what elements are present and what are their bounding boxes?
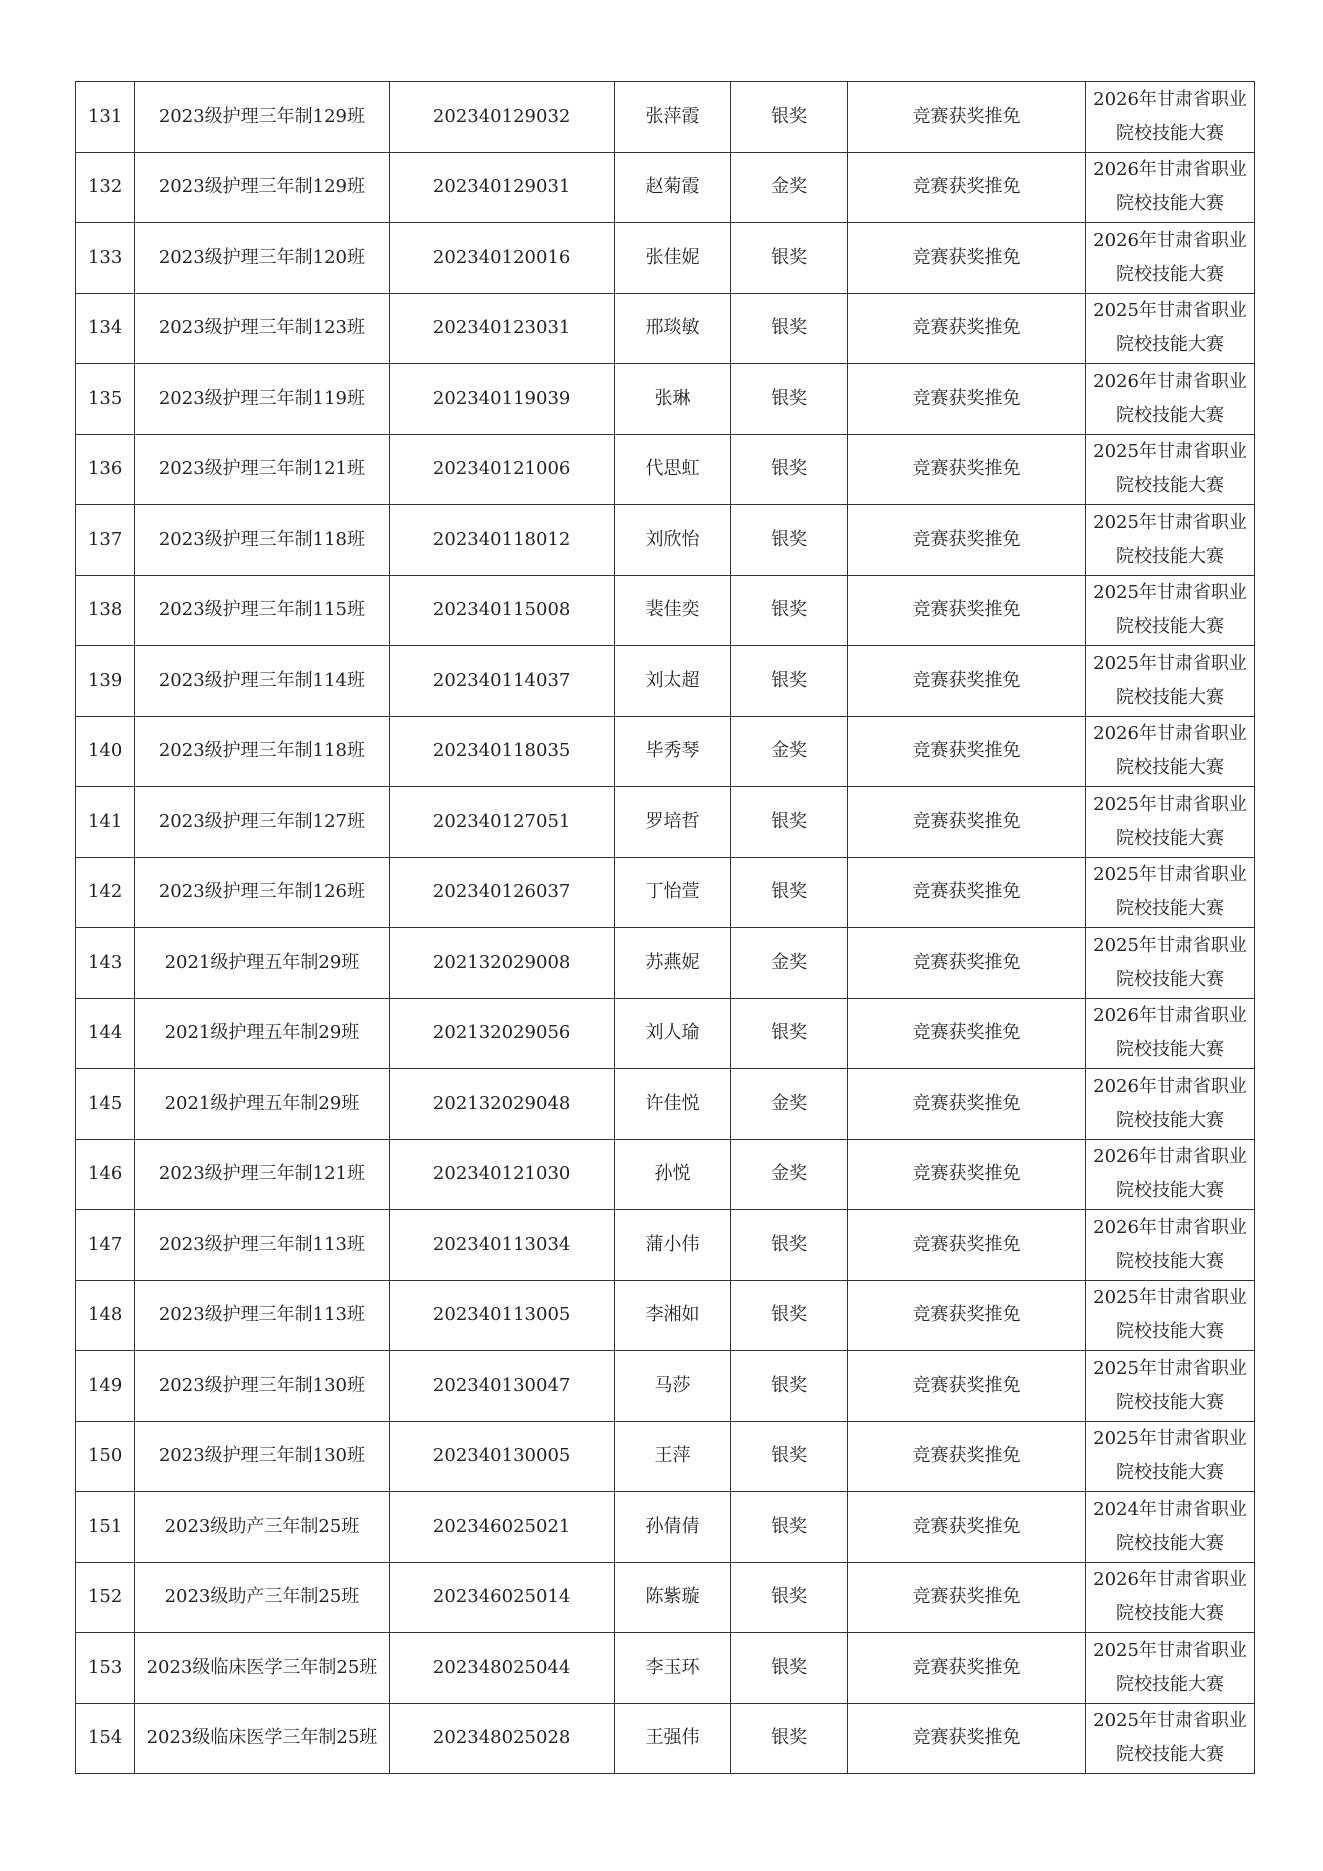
cell-competition: 2025年甘肃省职业院校技能大赛 — [1086, 1421, 1255, 1492]
cell-recommendation-type: 竞赛获奖推免 — [847, 1351, 1085, 1422]
cell-competition: 2026年甘肃省职业院校技能大赛 — [1086, 82, 1255, 153]
cell-serial-number: 138 — [76, 575, 135, 646]
table-row — [76, 505, 1255, 576]
cell-award: 银奖 — [731, 1280, 848, 1351]
cell-student-name: 刘欣怡 — [614, 505, 731, 576]
cell-competition: 2025年甘肃省职业院校技能大赛 — [1086, 646, 1255, 717]
cell-student-id: 202340126037 — [389, 857, 614, 928]
table-row — [76, 1351, 1255, 1422]
cell-student-id: 202132029048 — [389, 1069, 614, 1140]
cell-recommendation-type: 竞赛获奖推免 — [847, 1703, 1085, 1774]
cell-class: 2023级护理三年制113班 — [135, 1280, 389, 1351]
cell-award: 银奖 — [731, 505, 848, 576]
cell-competition: 2025年甘肃省职业院校技能大赛 — [1086, 1703, 1255, 1774]
cell-student-id: 202348025044 — [389, 1633, 614, 1704]
cell-class: 2023级护理三年制121班 — [135, 434, 389, 505]
cell-student-name: 张佳妮 — [614, 223, 731, 294]
cell-award: 金奖 — [731, 928, 848, 999]
table-row — [76, 223, 1255, 294]
table-row — [76, 575, 1255, 646]
cell-competition: 2025年甘肃省职业院校技能大赛 — [1086, 1351, 1255, 1422]
cell-recommendation-type: 竞赛获奖推免 — [847, 1492, 1085, 1563]
cell-award: 银奖 — [731, 787, 848, 858]
table-row — [76, 1210, 1255, 1281]
cell-class: 2023级护理三年制119班 — [135, 364, 389, 435]
recommendation-table — [75, 81, 1255, 1774]
cell-student-id: 202340130005 — [389, 1421, 614, 1492]
cell-student-id: 202340130047 — [389, 1351, 614, 1422]
cell-student-id: 202346025014 — [389, 1562, 614, 1633]
cell-student-id: 202340118035 — [389, 716, 614, 787]
table-row — [76, 646, 1255, 717]
cell-serial-number: 143 — [76, 928, 135, 999]
cell-class: 2023级护理三年制118班 — [135, 505, 389, 576]
cell-student-id: 202340120016 — [389, 223, 614, 294]
cell-recommendation-type: 竞赛获奖推免 — [847, 293, 1085, 364]
cell-student-name: 裴佳奕 — [614, 575, 731, 646]
cell-student-name: 许佳悦 — [614, 1069, 731, 1140]
cell-class: 2023级助产三年制25班 — [135, 1562, 389, 1633]
table-row — [76, 1492, 1255, 1563]
cell-recommendation-type: 竞赛获奖推免 — [847, 928, 1085, 999]
cell-class: 2023级助产三年制25班 — [135, 1492, 389, 1563]
cell-award: 银奖 — [731, 1633, 848, 1704]
cell-student-id: 202340118012 — [389, 505, 614, 576]
cell-student-id: 202340114037 — [389, 646, 614, 717]
cell-class: 2023级护理三年制114班 — [135, 646, 389, 717]
cell-serial-number: 141 — [76, 787, 135, 858]
cell-class: 2023级护理三年制129班 — [135, 82, 389, 153]
cell-award: 银奖 — [731, 998, 848, 1069]
cell-student-name: 代思虹 — [614, 434, 731, 505]
cell-serial-number: 153 — [76, 1633, 135, 1704]
cell-competition: 2026年甘肃省职业院校技能大赛 — [1086, 716, 1255, 787]
cell-award: 金奖 — [731, 716, 848, 787]
cell-student-id: 202132029056 — [389, 998, 614, 1069]
table-row — [76, 1069, 1255, 1140]
cell-award: 银奖 — [731, 1703, 848, 1774]
cell-student-id: 202340119039 — [389, 364, 614, 435]
cell-award: 银奖 — [731, 1421, 848, 1492]
cell-student-name: 刘太超 — [614, 646, 731, 717]
cell-student-name: 毕秀琴 — [614, 716, 731, 787]
cell-serial-number: 132 — [76, 152, 135, 223]
cell-class: 2023级临床医学三年制25班 — [135, 1633, 389, 1704]
cell-award: 银奖 — [731, 223, 848, 294]
cell-student-name: 丁怡萱 — [614, 857, 731, 928]
cell-competition: 2026年甘肃省职业院校技能大赛 — [1086, 1210, 1255, 1281]
cell-student-name: 罗培哲 — [614, 787, 731, 858]
cell-recommendation-type: 竞赛获奖推免 — [847, 505, 1085, 576]
cell-recommendation-type: 竞赛获奖推免 — [847, 1139, 1085, 1210]
cell-student-name: 王萍 — [614, 1421, 731, 1492]
cell-class: 2023级护理三年制123班 — [135, 293, 389, 364]
cell-serial-number: 136 — [76, 434, 135, 505]
cell-serial-number: 137 — [76, 505, 135, 576]
cell-competition: 2025年甘肃省职业院校技能大赛 — [1086, 293, 1255, 364]
cell-student-id: 202340121030 — [389, 1139, 614, 1210]
cell-recommendation-type: 竞赛获奖推免 — [847, 1421, 1085, 1492]
cell-student-name: 蒲小伟 — [614, 1210, 731, 1281]
table-row — [76, 1421, 1255, 1492]
cell-award: 金奖 — [731, 152, 848, 223]
cell-award: 银奖 — [731, 575, 848, 646]
table-row — [76, 928, 1255, 999]
cell-class: 2021级护理五年制29班 — [135, 928, 389, 999]
cell-student-name: 张萍霞 — [614, 82, 731, 153]
cell-recommendation-type: 竞赛获奖推免 — [847, 1562, 1085, 1633]
cell-award: 金奖 — [731, 1069, 848, 1140]
table-row — [76, 82, 1255, 153]
cell-class: 2023级护理三年制121班 — [135, 1139, 389, 1210]
table-row — [76, 1139, 1255, 1210]
cell-student-name: 邢琰敏 — [614, 293, 731, 364]
cell-student-name: 孙悦 — [614, 1139, 731, 1210]
cell-serial-number: 140 — [76, 716, 135, 787]
table-row — [76, 857, 1255, 928]
cell-recommendation-type: 竞赛获奖推免 — [847, 998, 1085, 1069]
cell-student-id: 202346025021 — [389, 1492, 614, 1563]
cell-serial-number: 139 — [76, 646, 135, 717]
cell-student-id: 202340115008 — [389, 575, 614, 646]
table-body — [76, 82, 1255, 1774]
cell-student-name: 刘人瑜 — [614, 998, 731, 1069]
cell-student-id: 202132029008 — [389, 928, 614, 999]
cell-recommendation-type: 竞赛获奖推免 — [847, 434, 1085, 505]
cell-serial-number: 134 — [76, 293, 135, 364]
cell-student-id: 202340127051 — [389, 787, 614, 858]
cell-award: 银奖 — [731, 364, 848, 435]
cell-student-id: 202340121006 — [389, 434, 614, 505]
cell-recommendation-type: 竞赛获奖推免 — [847, 152, 1085, 223]
cell-recommendation-type: 竞赛获奖推免 — [847, 857, 1085, 928]
cell-recommendation-type: 竞赛获奖推免 — [847, 82, 1085, 153]
cell-competition: 2025年甘肃省职业院校技能大赛 — [1086, 787, 1255, 858]
table-row — [76, 787, 1255, 858]
cell-competition: 2025年甘肃省职业院校技能大赛 — [1086, 857, 1255, 928]
cell-serial-number: 149 — [76, 1351, 135, 1422]
table-row — [76, 1280, 1255, 1351]
cell-student-id: 202340113034 — [389, 1210, 614, 1281]
cell-competition: 2025年甘肃省职业院校技能大赛 — [1086, 505, 1255, 576]
cell-class: 2023级护理三年制130班 — [135, 1421, 389, 1492]
cell-serial-number: 151 — [76, 1492, 135, 1563]
cell-serial-number: 144 — [76, 998, 135, 1069]
cell-competition: 2026年甘肃省职业院校技能大赛 — [1086, 223, 1255, 294]
cell-serial-number: 152 — [76, 1562, 135, 1633]
cell-student-name: 孙倩倩 — [614, 1492, 731, 1563]
cell-competition: 2025年甘肃省职业院校技能大赛 — [1086, 434, 1255, 505]
cell-award: 金奖 — [731, 1139, 848, 1210]
cell-serial-number: 131 — [76, 82, 135, 153]
cell-competition: 2026年甘肃省职业院校技能大赛 — [1086, 152, 1255, 223]
cell-serial-number: 147 — [76, 1210, 135, 1281]
cell-recommendation-type: 竞赛获奖推免 — [847, 787, 1085, 858]
cell-competition: 2025年甘肃省职业院校技能大赛 — [1086, 928, 1255, 999]
cell-serial-number: 154 — [76, 1703, 135, 1774]
cell-serial-number: 142 — [76, 857, 135, 928]
table-row — [76, 1703, 1255, 1774]
cell-recommendation-type: 竞赛获奖推免 — [847, 646, 1085, 717]
cell-student-name: 赵菊霞 — [614, 152, 731, 223]
cell-student-name: 王强伟 — [614, 1703, 731, 1774]
cell-award: 银奖 — [731, 82, 848, 153]
cell-recommendation-type: 竞赛获奖推免 — [847, 1633, 1085, 1704]
cell-competition: 2026年甘肃省职业院校技能大赛 — [1086, 1139, 1255, 1210]
cell-class: 2023级护理三年制120班 — [135, 223, 389, 294]
cell-recommendation-type: 竞赛获奖推免 — [847, 1280, 1085, 1351]
cell-award: 银奖 — [731, 1492, 848, 1563]
table-row — [76, 716, 1255, 787]
cell-class: 2023级护理三年制118班 — [135, 716, 389, 787]
cell-student-name: 李湘如 — [614, 1280, 731, 1351]
cell-competition: 2026年甘肃省职业院校技能大赛 — [1086, 364, 1255, 435]
cell-class: 2023级护理三年制115班 — [135, 575, 389, 646]
cell-student-id: 202348025028 — [389, 1703, 614, 1774]
cell-student-name: 李玉环 — [614, 1633, 731, 1704]
cell-competition: 2025年甘肃省职业院校技能大赛 — [1086, 575, 1255, 646]
table-row — [76, 152, 1255, 223]
cell-recommendation-type: 竞赛获奖推免 — [847, 716, 1085, 787]
table-row — [76, 998, 1255, 1069]
cell-award: 银奖 — [731, 434, 848, 505]
cell-award: 银奖 — [731, 1562, 848, 1633]
cell-recommendation-type: 竞赛获奖推免 — [847, 364, 1085, 435]
cell-competition: 2025年甘肃省职业院校技能大赛 — [1086, 1280, 1255, 1351]
cell-recommendation-type: 竞赛获奖推免 — [847, 1210, 1085, 1281]
cell-competition: 2024年甘肃省职业院校技能大赛 — [1086, 1492, 1255, 1563]
cell-recommendation-type: 竞赛获奖推免 — [847, 1069, 1085, 1140]
cell-class: 2023级护理三年制113班 — [135, 1210, 389, 1281]
table-row — [76, 1562, 1255, 1633]
cell-award: 银奖 — [731, 1210, 848, 1281]
cell-competition: 2026年甘肃省职业院校技能大赛 — [1086, 1069, 1255, 1140]
cell-student-id: 202340129031 — [389, 152, 614, 223]
cell-class: 2023级护理三年制127班 — [135, 787, 389, 858]
cell-student-id: 202340123031 — [389, 293, 614, 364]
table-row — [76, 434, 1255, 505]
cell-award: 银奖 — [731, 1351, 848, 1422]
cell-class: 2023级护理三年制130班 — [135, 1351, 389, 1422]
table-row — [76, 1633, 1255, 1704]
cell-competition: 2026年甘肃省职业院校技能大赛 — [1086, 1562, 1255, 1633]
cell-student-name: 张琳 — [614, 364, 731, 435]
cell-class: 2023级护理三年制129班 — [135, 152, 389, 223]
cell-class: 2023级护理三年制126班 — [135, 857, 389, 928]
cell-serial-number: 146 — [76, 1139, 135, 1210]
cell-student-name: 马莎 — [614, 1351, 731, 1422]
cell-student-name: 陈紫璇 — [614, 1562, 731, 1633]
table-row — [76, 293, 1255, 364]
cell-serial-number: 150 — [76, 1421, 135, 1492]
cell-serial-number: 133 — [76, 223, 135, 294]
cell-competition: 2026年甘肃省职业院校技能大赛 — [1086, 998, 1255, 1069]
cell-serial-number: 148 — [76, 1280, 135, 1351]
cell-class: 2021级护理五年制29班 — [135, 998, 389, 1069]
cell-class: 2023级临床医学三年制25班 — [135, 1703, 389, 1774]
cell-student-name: 苏燕妮 — [614, 928, 731, 999]
cell-award: 银奖 — [731, 857, 848, 928]
cell-award: 银奖 — [731, 646, 848, 717]
cell-award: 银奖 — [731, 293, 848, 364]
table-row — [76, 364, 1255, 435]
cell-serial-number: 145 — [76, 1069, 135, 1140]
cell-class: 2021级护理五年制29班 — [135, 1069, 389, 1140]
cell-student-id: 202340129032 — [389, 82, 614, 153]
cell-student-id: 202340113005 — [389, 1280, 614, 1351]
cell-recommendation-type: 竞赛获奖推免 — [847, 223, 1085, 294]
cell-recommendation-type: 竞赛获奖推免 — [847, 575, 1085, 646]
cell-serial-number: 135 — [76, 364, 135, 435]
cell-competition: 2025年甘肃省职业院校技能大赛 — [1086, 1633, 1255, 1704]
